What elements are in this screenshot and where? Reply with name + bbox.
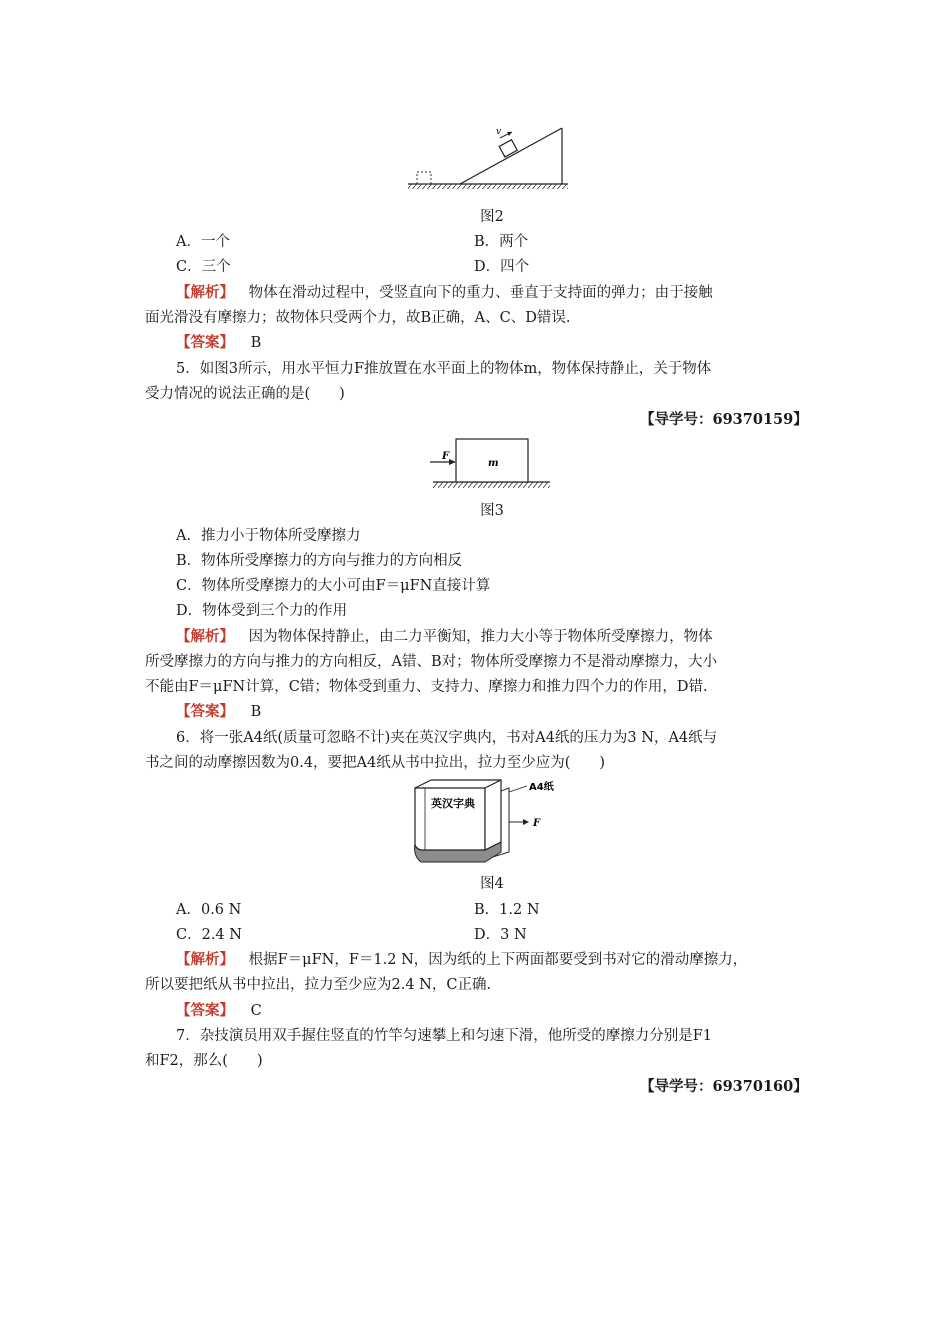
q6-analysis-line-1: 【解析】 根据F＝μFN，F＝1.2 N，因为纸的上下两面都要受到书对它的滑动摩擦力， [176, 951, 748, 968]
q4-analysis-line-2: 面光滑没有摩擦力；故物体只受两个力，故B正确，A、C、D错误. [145, 310, 571, 326]
q7-stem-line-1: 7．杂技演员用双手握住竖直的竹竿匀速攀上和匀速下滑，他所受的摩擦力分别是F1 [176, 1028, 713, 1044]
q5-answer: 【答案】 B [176, 703, 262, 720]
figure-3-block [428, 434, 553, 492]
figure-4-caption: 图4 [480, 876, 504, 892]
figure-3-caption: 图3 [480, 503, 504, 519]
analysis-label: 【解析】 [176, 628, 234, 645]
q4-option-d: D．四个 [474, 259, 530, 275]
figure-2-incline [400, 120, 580, 192]
q4-analysis-line-1: 【解析】 物体在滑动过程中，受竖直向下的重力、垂直于支持面的弹力；由于接触 [176, 284, 713, 301]
q7-stem-line-2: 和F2，那么( ) [145, 1053, 263, 1069]
figure-2-caption: 图2 [480, 209, 504, 225]
q5-analysis-line-1: 【解析】 因为物体保持静止，由二力平衡知，推力大小等于物体所受摩擦力，物体 [176, 628, 713, 645]
q5-guide-number: 【导学号：69370159】 [640, 411, 808, 428]
q5-option-d: D．物体受到三个力的作用 [176, 603, 348, 619]
q6-stem-line-2: 书之间的动摩擦因数为0.4，要把A4纸从书中拉出，拉力至少应为( ) [145, 755, 606, 771]
q6-answer: 【答案】 C [176, 1002, 262, 1019]
q5-option-c: C．物体所受摩擦力的大小可由F＝μFN直接计算 [176, 578, 491, 594]
velocity-label: v [496, 127, 502, 137]
force-label: F [533, 818, 541, 829]
analysis-label: 【解析】 [176, 284, 234, 301]
mass-label: m [488, 458, 499, 469]
q6-stem-line-1: 6．将一张A4纸(质量可忽略不计)夹在英汉字典内，书对A4纸的压力为3 N，A4纸与 [176, 730, 718, 746]
figure-4-dictionary [405, 778, 585, 868]
answer-label: 【答案】 [176, 703, 234, 720]
q5-stem-line-2: 受力情况的说法正确的是( ) [145, 386, 345, 402]
answer-label: 【答案】 [176, 334, 234, 351]
q5-stem-line-1: 5．如图3所示，用水平恒力F推放置在水平面上的物体m，物体保持静止，关于物体 [176, 361, 712, 377]
q5-analysis-line-2: 所受摩擦力的方向与推力的方向相反，A错、B对；物体所受摩擦力不是滑动摩擦力，大小 [145, 654, 718, 670]
q6-analysis-line-2: 所以要把纸从书中拉出，拉力至少应为2.4 N，C正确. [145, 977, 492, 993]
q6-option-a: A．0.6 N [176, 902, 242, 918]
q5-analysis-line-3: 不能由F＝μFN计算，C错；物体受到重力、支持力、摩擦力和推力四个力的作用，D错. [145, 679, 708, 695]
q4-answer: 【答案】 B [176, 334, 262, 351]
analysis-label: 【解析】 [176, 951, 234, 968]
q4-option-c: C．三个 [176, 259, 231, 275]
q5-option-b: B．物体所受摩擦力的方向与推力的方向相反 [176, 553, 463, 569]
answer-label: 【答案】 [176, 1002, 234, 1019]
force-label: F [442, 451, 450, 462]
q4-option-b: B．两个 [474, 234, 529, 250]
paper-label: A4纸 [529, 782, 554, 793]
q4-option-a: A．一个 [176, 234, 230, 250]
book-title: 英汉字典 [431, 797, 475, 810]
q5-option-a: A．推力小于物体所受摩擦力 [176, 528, 361, 544]
q6-option-b: B．1.2 N [474, 902, 540, 918]
q6-option-c: C．2.4 N [176, 927, 242, 943]
q6-option-d: D．3 N [474, 927, 527, 943]
q7-guide-number: 【导学号：69370160】 [640, 1078, 808, 1095]
